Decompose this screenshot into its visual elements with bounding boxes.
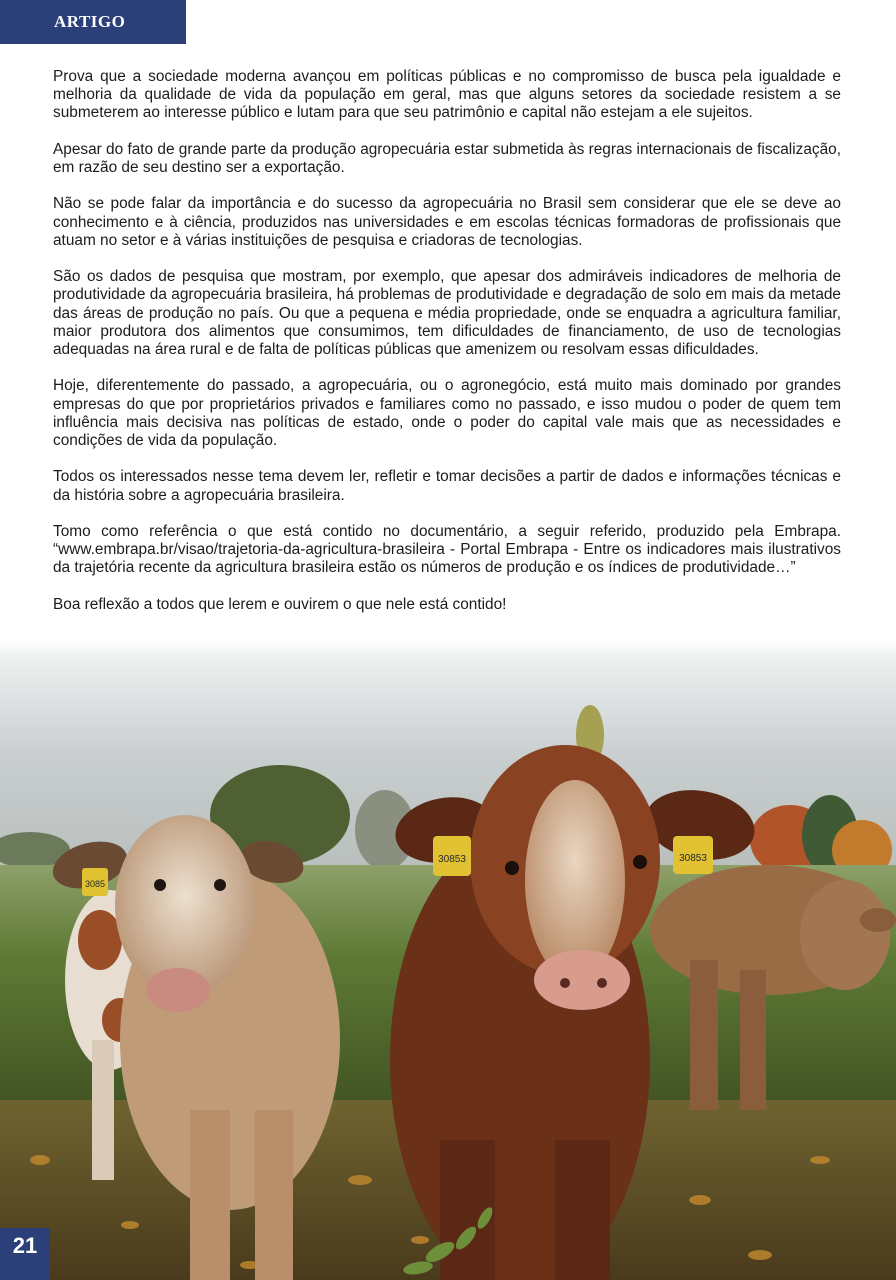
bull-ear-tag-left-number: 30853: [438, 854, 466, 865]
calf-ear-tag-number: 3085: [84, 879, 106, 889]
bull-ear-tag-right: [673, 836, 713, 874]
page-number: 21: [0, 1228, 50, 1280]
article-paragraph: Apesar do fato de grande parte da produção agropecuária estar submetida às regras internacionais de fiscalização, em razão de seu destino ser a exportação.: [53, 140, 841, 176]
article-paragraph: Não se pode falar da importância e do sucesso da agropecuária no Brasil sem considerar que ele se deve ao conhecimento e à ciência, produzidos nas universidades e em escolas técnicas formadoras de profissionais que atuam no setor e à várias instituições de pesquisa e criadoras de tecnologias.: [53, 195, 841, 249]
article-paragraph: Hoje, diferentemente do passado, a agropecuária, ou o agronegócio, está muito mais dominado por grandes empresas do que por proprietários privados e familiares como no passado, e isso mudou o poder de quem tem influência mais decisiva nas políticas de estado, onde o poder do capital vale mais que as necessidades e condições de vida da população.: [53, 377, 841, 449]
article-paragraph: Todos os interessados nesse tema devem ler, refletir e tomar decisões a partir de dados e informações técnicas e da história sobre a agropecuária brasileira.: [53, 468, 841, 504]
article-paragraph: Boa reflexão a todos que lerem e ouvirem o que nele está contido!: [53, 595, 507, 613]
calf-ear-tag: [82, 868, 108, 896]
bull-ear-tag-left: [433, 836, 471, 876]
section-label: ARTIGO: [0, 0, 186, 44]
article-paragraph: Tomo como referência o que está contido no documentário, a seguir referido, produzido pela Embrapa. “www.embrapa.br/visao/trajetoria-da-agricultura-brasileira - Portal Embrapa - Entre os indicadores mais ilustrativos da trajetória recente da agricultura brasileira estão os números de produção e os índices de produtividade…”: [53, 522, 841, 577]
article-paragraph: São os dados de pesquisa que mostram, por exemplo, que apesar dos admiráveis indicadores de melhoria de produtividade da agropecuária brasileira, há problemas de produtividade e degradação de solo em mais da metade das áreas de produção no país. Ou que a pequena e média propriedade, onde se enquadra a agricultura familiar, maior produtora dos alimentos que consumimos, tem dificuldades de financiamento, de uso de tecnologias adequadas na área rural e de falta de políticas públicas que amenizem ou resolvam essas dificuldades.: [53, 268, 841, 358]
cattle-photo: [0, 640, 896, 1280]
bull-ear-tag-right-number: 30853: [679, 853, 707, 864]
article-paragraph: Prova que a sociedade moderna avançou em políticas públicas e no compromisso de busca pela igualdade e melhoria da qualidade de vida da população em geral, mas que alguns setores da sociedade resistem a se submeterem ao interesse público e lutam para que seu patrimônio e capital não estejam a ele sujeitos.: [53, 68, 841, 122]
article-body: [53, 68, 841, 632]
